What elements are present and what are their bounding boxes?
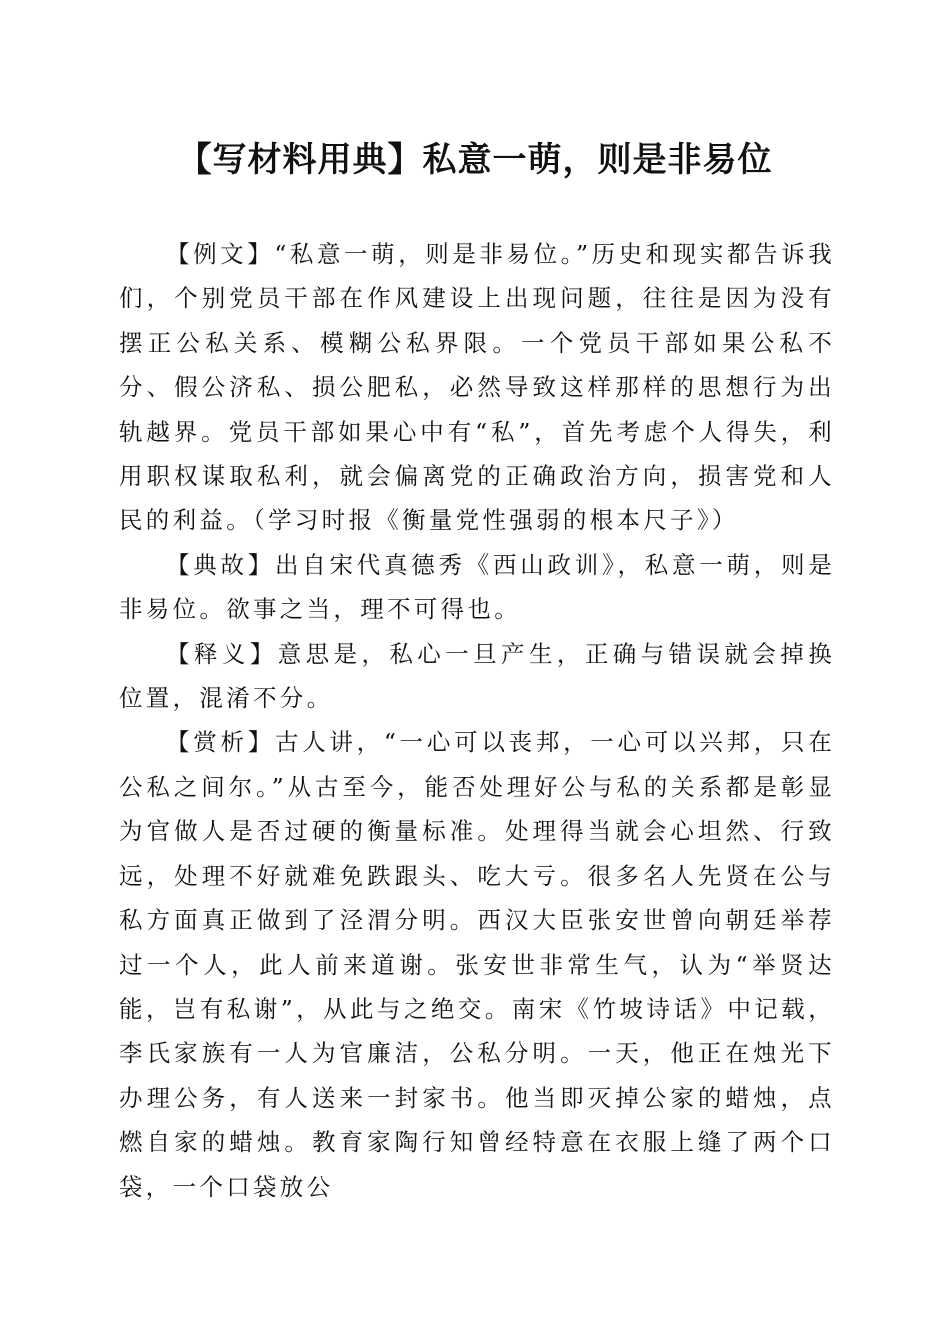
document-body <box>119 232 835 1209</box>
paragraph-text-appreciation: 古人讲，“一心可以丧邦，一心可以兴邦，只在公私之间尔。”从古至今，能否处理好公与私的关系都是彰显为官做人是否过硬的衡量标准。处理得当就会心坦然、行致远，处理不好就难免跌跟头、吃大亏。很多名人先贤在公与私方面真正做到了泾渭分明。西汉大臣张安世曾向朝廷举荐过一个人，此人前来道谢。张安世非常生气，认为“举贤达能，岂有私谢”，从此与之绝交。南宋《竹坡诗话》中记载，李氏家族有一人为官廉洁，公私分明。一天，他正在烛光下办理公务，有人送来一封家书。他当即灭掉公家的蜡烛，点燃自家的蜡烛。教育家陶行知曾经特意在衣服上缝了两个口袋，一个口袋放公 <box>119 728 835 1201</box>
paragraph-allusion <box>119 543 835 632</box>
paragraph-tag-allusion: 【典故】 <box>166 550 275 579</box>
paragraph-appreciation <box>119 720 835 1208</box>
paragraph-text-example: “私意一萌，则是非易位。”历史和现实都告诉我们，个别党员干部在作风建设上出现问题，往往是因为没有摆正公私关系、模糊公私界限。一个党员干部如果公私不分、假公济私、损公肥私，必然导致这样那样的思想行为出轨越界。党员干部如果心中有“私”，首先考虑个人得失，利用职权谋取私利，就会偏离党的正确政治方向，损害党和人民的利益。（学习时报《衡量党性强弱的根本尺子》） <box>119 240 835 535</box>
paragraph-tag-appreciation: 【赏析】 <box>166 728 275 757</box>
paragraph-example <box>119 232 835 543</box>
document-title: 【写材料用典】私意一萌，则是非易位 <box>177 140 773 180</box>
paragraph-tag-example: 【例文】 <box>166 240 275 268</box>
paragraph-text-allusion: 出自宋代真德秀《西山政训》，私意一萌，则是非易位。欲事之当，理不可得也。 <box>119 550 835 624</box>
paragraph-meaning <box>119 632 835 721</box>
paragraph-text-meaning: 意思是，私心一旦产生，正确与错误就会掉换位置，混淆不分。 <box>119 639 835 713</box>
paragraph-tag-meaning: 【释义】 <box>166 639 278 668</box>
